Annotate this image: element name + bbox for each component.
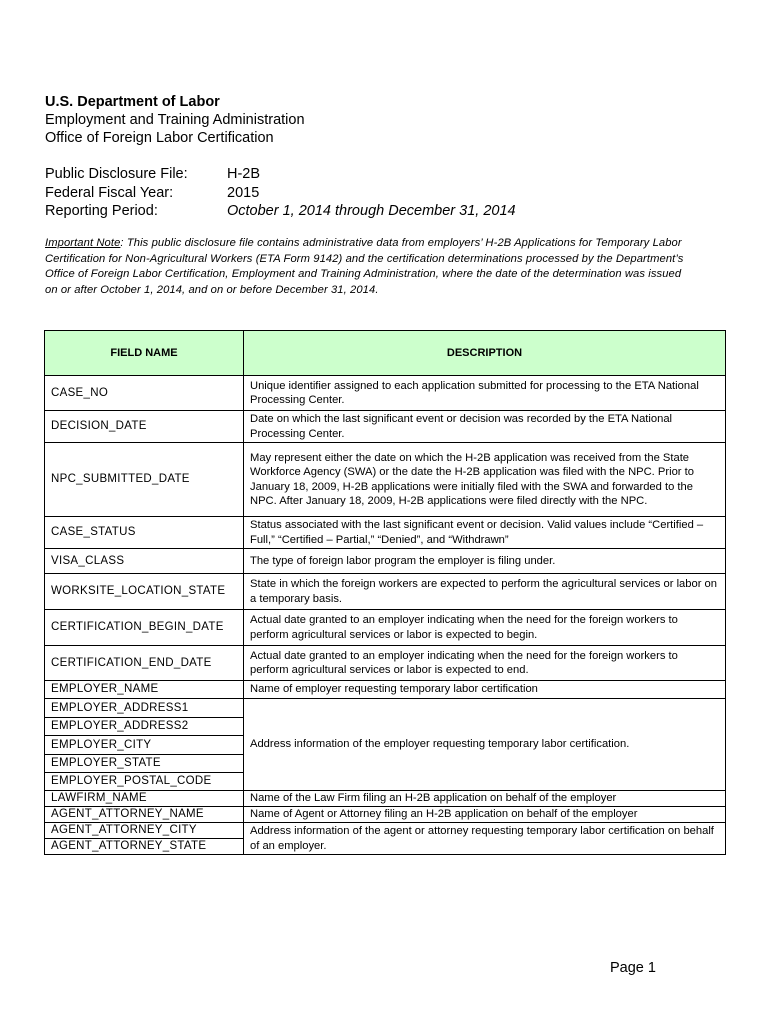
field-name: NPC_SUBMITTED_DATE xyxy=(45,443,244,517)
field-description: May represent either the date on which the H-2B application was received from the State Workforce Agency (SWA) or the date the H-2B application was filed with the NPC. Prior to January 18, 2009, H-2B applications were initially filed with the SWA and forwarded to the NPC. After January 18, 2009, H-2B applications were filed directly with the NPC. xyxy=(244,443,726,517)
field-name: AGENT_ATTORNEY_NAME xyxy=(45,807,244,823)
field-description: Address information of the agent or attorney requesting temporary labor certification on behalf of an employer. xyxy=(244,823,726,855)
department-name: U.S. Department of Labor xyxy=(45,94,220,110)
meta-row-fiscal-year xyxy=(45,184,516,203)
meta-label: Federal Fiscal Year: xyxy=(45,184,174,201)
field-description: Actual date granted to an employer indicating when the need for the foreign workers to perform agricultural services or labor is expected to end. xyxy=(244,646,726,681)
table-row xyxy=(45,681,726,699)
table-row xyxy=(45,443,726,517)
field-name: CASE_STATUS xyxy=(45,517,244,549)
table-row xyxy=(45,574,726,610)
field-description: Actual date granted to an employer indicating when the need for the foreign workers to perform agricultural services or labor is expected to begin. xyxy=(244,610,726,646)
table-row xyxy=(45,699,726,718)
field-description: Status associated with the last significant event or decision. Valid values include “Certified – Full,” “Certified – Partial,” “Denied”, and “Withdrawn” xyxy=(244,517,726,549)
table-header-row xyxy=(45,331,726,376)
field-name: EMPLOYER_ADDRESS2 xyxy=(45,718,244,736)
table-row xyxy=(45,807,726,823)
meta-label: Public Disclosure File: xyxy=(45,166,188,182)
table-row xyxy=(45,646,726,681)
table-row xyxy=(45,549,726,574)
field-name: EMPLOYER_POSTAL_CODE xyxy=(45,773,244,791)
file-metadata xyxy=(45,165,516,221)
field-description: Name of Agent or Attorney filing an H-2B application on behalf of the employer xyxy=(244,807,726,823)
note-label: Important Note xyxy=(45,237,121,249)
agency-name: Employment and Training Administration xyxy=(45,112,305,128)
field-description: The type of foreign labor program the employer is filing under. xyxy=(244,549,726,574)
table-row xyxy=(45,791,726,807)
field-name: CERTIFICATION_BEGIN_DATE xyxy=(45,610,244,646)
field-name: LAWFIRM_NAME xyxy=(45,791,244,807)
meta-value: October 1, 2014 through December 31, 2014 xyxy=(227,203,516,219)
table-row xyxy=(45,823,726,839)
field-name: EMPLOYER_CITY xyxy=(45,736,244,755)
table-row xyxy=(45,517,726,549)
field-description: Name of employer requesting temporary labor certification xyxy=(244,681,726,699)
field-name: EMPLOYER_ADDRESS1 xyxy=(45,699,244,718)
letterhead xyxy=(45,93,305,147)
field-name: VISA_CLASS xyxy=(45,549,244,574)
table-row xyxy=(45,376,726,411)
field-description-table xyxy=(44,330,726,855)
field-description: Unique identifier assigned to each application submitted for processing to the ETA National Processing Center. xyxy=(244,376,726,411)
field-name: EMPLOYER_STATE xyxy=(45,755,244,773)
field-description: State in which the foreign workers are expected to perform the agricultural services or labor on a temporary basis. xyxy=(244,574,726,610)
field-name: AGENT_ATTORNEY_STATE xyxy=(45,839,244,855)
office-name: Office of Foreign Labor Certification xyxy=(45,130,274,146)
field-name: AGENT_ATTORNEY_CITY xyxy=(45,823,244,839)
meta-label: Reporting Period: xyxy=(45,203,158,219)
field-name: WORKSITE_LOCATION_STATE xyxy=(45,574,244,610)
note-text: : This public disclosure file contains administrative data from employers’ H-2B Applications for Temporary Labor Certification for Non-Agricultural Workers (ETA Form 9142) and the certification determinations processed by the Department’s Office of Foreign Labor Certification, Employment and Training Administration, where the date of the determination was issued on or after October 1, 2014, and on or before December 31, 2014. xyxy=(45,237,684,296)
meta-row-reporting-period xyxy=(45,202,516,221)
table-row xyxy=(45,411,726,443)
field-name: CASE_NO xyxy=(45,376,244,411)
field-name-header: FIELD NAME xyxy=(45,331,244,376)
field-name: DECISION_DATE xyxy=(45,411,244,443)
meta-value: 2015 xyxy=(227,184,260,201)
field-name: CERTIFICATION_END_DATE xyxy=(45,646,244,681)
field-description: Date on which the last significant event or decision was recorded by the ETA National Processing Center. xyxy=(244,411,726,443)
meta-row-file xyxy=(45,165,516,184)
page-number: Page 1 xyxy=(610,960,656,976)
field-name: EMPLOYER_NAME xyxy=(45,681,244,699)
description-header: DESCRIPTION xyxy=(244,331,726,376)
meta-value: H-2B xyxy=(227,166,261,182)
important-note xyxy=(45,236,685,298)
field-description: Name of the Law Firm filing an H-2B application on behalf of the employer xyxy=(244,791,726,807)
table-row xyxy=(45,610,726,646)
field-description: Address information of the employer requesting temporary labor certification. xyxy=(244,699,726,791)
